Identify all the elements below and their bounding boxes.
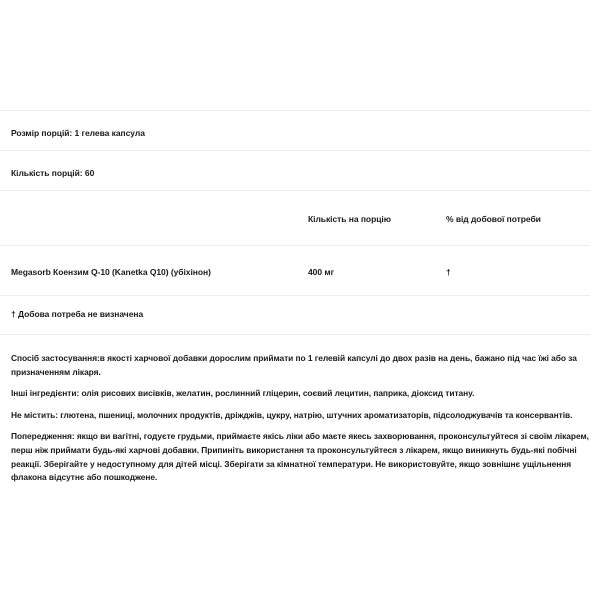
ingredient-amount: 400 мг bbox=[308, 267, 335, 277]
column-header-amount-per-serving: Кількість на порцію bbox=[308, 214, 391, 224]
daily-value-footnote: † Добова потреба не визначена bbox=[11, 309, 144, 319]
column-header-percent-daily-value: % від добової потреби bbox=[446, 214, 541, 224]
ingredient-name: Megasorb Коензим Q-10 (Kanetka Q10) (убіхінон) bbox=[11, 267, 211, 277]
directions-text: Спосіб застосування:в якості харчової добавки дорослим приймати по 1 гелевій капсулі до двох разів на день, бажано під час їжі або за призначенням лікаря. bbox=[11, 353, 577, 377]
serving-size-label: Розмір порцій: 1 гелева капсула bbox=[11, 128, 145, 138]
footnote-row bbox=[0, 295, 590, 335]
serving-size-row bbox=[0, 110, 590, 150]
table-header-row bbox=[0, 190, 590, 245]
supplement-facts-table bbox=[0, 110, 590, 335]
ingredient-daily-value: † bbox=[446, 267, 451, 277]
servings-per-container-label: Кількість порцій: 60 bbox=[11, 168, 95, 178]
other-ingredients-text: Інші інгредієнти: олія рисових висівків, желатин, рослинний гліцерин, соєвий лецитин, паприка, діоксид титану. bbox=[11, 388, 475, 399]
servings-per-container-row bbox=[0, 150, 590, 190]
product-notes bbox=[11, 352, 589, 485]
free-from-text: Не містить: глютена, пшениці, молочних продуктів, дріжджів, цукру, натрію, штучних ароматизаторів, підсолоджувачів та консервантів. bbox=[11, 409, 573, 420]
warning-text: Попередження: якщо ви вагітні, годуєте грудьми, приймаєте якісь ліки або маєте якесь захворювання, проконсультуйтеся зі своїм лікарем, перш ніж приймати будь-які харчові добавки. Припиніть використання та проконсультуйтеся з лікарем, якщо виникнуть будь-які побічні реакції. Зберігайте у недоступному для дітей місці. Зберігати за кімнатної температури. Не використовуйте, якщо зовнішнє ущільнення флакона відсутнє або пошкоджене. bbox=[11, 431, 589, 483]
table-row bbox=[0, 245, 590, 295]
